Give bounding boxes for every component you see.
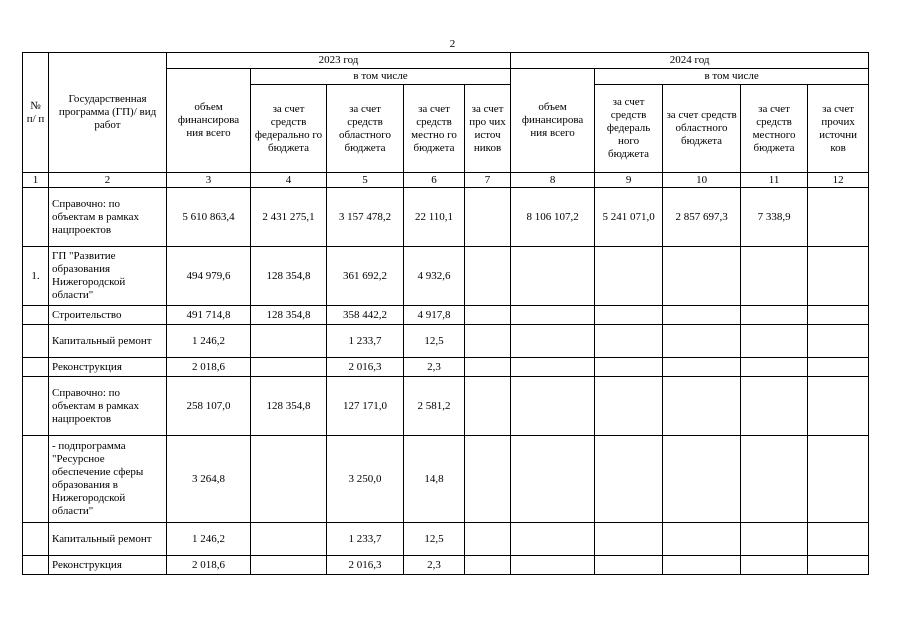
row-name-cell: - подпрограмма "Ресурсное обеспечение сферы образования в Нижегородской области"	[49, 436, 167, 523]
column-index: 11	[741, 173, 808, 188]
column-index: 12	[808, 173, 869, 188]
row-number-cell: 1.	[23, 247, 49, 306]
column-index: 1	[23, 173, 49, 188]
value-cell: 2,3	[404, 556, 465, 575]
value-cell: 2 018,6	[167, 556, 251, 575]
value-cell	[251, 523, 327, 556]
value-cell	[595, 523, 663, 556]
value-cell: 128 354,8	[251, 377, 327, 436]
value-cell	[663, 306, 741, 325]
header-row-years	[23, 53, 869, 69]
value-cell	[808, 556, 869, 575]
row-name-cell: Реконструкция	[49, 358, 167, 377]
value-cell	[663, 325, 741, 358]
value-cell: 1 233,7	[327, 523, 404, 556]
column-index-row	[23, 173, 869, 188]
row-number-cell	[23, 188, 49, 247]
value-cell	[595, 556, 663, 575]
header-2023-local: за счет средств местно го бюджета	[404, 85, 465, 173]
value-cell: 1 246,2	[167, 523, 251, 556]
value-cell	[808, 306, 869, 325]
value-cell: 8 106 107,2	[511, 188, 595, 247]
value-cell	[511, 523, 595, 556]
header-col-program: Государственная программа (ГП)/ вид работ	[49, 53, 167, 173]
value-cell	[741, 247, 808, 306]
value-cell	[511, 247, 595, 306]
row-name-cell: Справочно: по объектам в рамках нацпроектов	[49, 188, 167, 247]
row-name-cell: Капитальный ремонт	[49, 523, 167, 556]
column-index: 8	[511, 173, 595, 188]
row-number-cell	[23, 358, 49, 377]
value-cell	[465, 523, 511, 556]
financing-table	[22, 52, 869, 575]
value-cell: 2,3	[404, 358, 465, 377]
value-cell	[595, 358, 663, 377]
value-cell	[741, 358, 808, 377]
header-2023-total: объем финансирова ния всего	[167, 69, 251, 173]
header-2024-other: за счет прочих источни ков	[808, 85, 869, 173]
table-row	[23, 436, 869, 523]
value-cell: 2 016,3	[327, 358, 404, 377]
value-cell	[741, 523, 808, 556]
value-cell	[808, 325, 869, 358]
header-2024-federal: за счет средств федераль ного бюджета	[595, 85, 663, 173]
value-cell	[511, 306, 595, 325]
row-name-cell: Капитальный ремонт	[49, 325, 167, 358]
header-col-num: № п/ п	[23, 53, 49, 173]
value-cell	[251, 325, 327, 358]
header-year-2023: 2023 год	[167, 53, 511, 69]
value-cell: 2 018,6	[167, 358, 251, 377]
value-cell	[808, 247, 869, 306]
table-row	[23, 523, 869, 556]
value-cell: 491 714,8	[167, 306, 251, 325]
column-index: 7	[465, 173, 511, 188]
table-row	[23, 325, 869, 358]
table-row	[23, 247, 869, 306]
header-year-2024: 2024 год	[511, 53, 869, 69]
value-cell	[663, 436, 741, 523]
value-cell	[251, 556, 327, 575]
row-name-cell: ГП "Развитие образования Нижегородской области"	[49, 247, 167, 306]
value-cell	[741, 556, 808, 575]
value-cell: 12,5	[404, 325, 465, 358]
value-cell: 3 264,8	[167, 436, 251, 523]
value-cell: 2 581,2	[404, 377, 465, 436]
value-cell: 358 442,2	[327, 306, 404, 325]
value-cell: 3 250,0	[327, 436, 404, 523]
table-row	[23, 306, 869, 325]
value-cell: 4 932,6	[404, 247, 465, 306]
value-cell: 2 857 697,3	[663, 188, 741, 247]
header-2023-including: в том числе	[251, 69, 511, 85]
value-cell	[465, 556, 511, 575]
table-body	[23, 188, 869, 575]
value-cell	[465, 325, 511, 358]
value-cell	[741, 306, 808, 325]
value-cell: 7 338,9	[741, 188, 808, 247]
value-cell	[808, 358, 869, 377]
value-cell	[663, 358, 741, 377]
value-cell	[741, 325, 808, 358]
value-cell	[595, 377, 663, 436]
value-cell: 2 016,3	[327, 556, 404, 575]
row-number-cell	[23, 377, 49, 436]
column-index: 4	[251, 173, 327, 188]
value-cell	[595, 306, 663, 325]
value-cell	[465, 377, 511, 436]
page-number: 2	[449, 38, 456, 50]
value-cell	[511, 377, 595, 436]
value-cell	[465, 358, 511, 377]
value-cell: 5 610 863,4	[167, 188, 251, 247]
table-row	[23, 377, 869, 436]
column-index: 9	[595, 173, 663, 188]
value-cell: 14,8	[404, 436, 465, 523]
value-cell	[465, 247, 511, 306]
column-index: 3	[167, 173, 251, 188]
row-number-cell	[23, 306, 49, 325]
header-2023-other: за счет про чих источ ников	[465, 85, 511, 173]
value-cell: 1 233,7	[327, 325, 404, 358]
column-index: 2	[49, 173, 167, 188]
header-2024-total: объем финансирова ния всего	[511, 69, 595, 173]
value-cell	[663, 247, 741, 306]
value-cell: 494 979,6	[167, 247, 251, 306]
value-cell: 12,5	[404, 523, 465, 556]
value-cell: 128 354,8	[251, 247, 327, 306]
header-2023-regional: за счет средств областного бюджета	[327, 85, 404, 173]
value-cell	[663, 556, 741, 575]
value-cell: 361 692,2	[327, 247, 404, 306]
value-cell: 128 354,8	[251, 306, 327, 325]
value-cell	[741, 436, 808, 523]
value-cell: 5 241 071,0	[595, 188, 663, 247]
row-number-cell	[23, 436, 49, 523]
table-row	[23, 358, 869, 377]
value-cell	[465, 306, 511, 325]
value-cell	[465, 436, 511, 523]
row-number-cell	[23, 556, 49, 575]
value-cell	[808, 188, 869, 247]
value-cell	[808, 523, 869, 556]
value-cell	[465, 188, 511, 247]
row-name-cell: Реконструкция	[49, 556, 167, 575]
header-2024-regional: за счет средств областного бюджета	[663, 85, 741, 173]
value-cell	[595, 325, 663, 358]
value-cell	[511, 436, 595, 523]
value-cell	[808, 377, 869, 436]
row-name-cell: Строительство	[49, 306, 167, 325]
value-cell: 3 157 478,2	[327, 188, 404, 247]
value-cell	[511, 556, 595, 575]
column-index: 6	[404, 173, 465, 188]
value-cell	[663, 377, 741, 436]
value-cell: 4 917,8	[404, 306, 465, 325]
header-2023-federal: за счет средств федерально го бюджета	[251, 85, 327, 173]
value-cell: 2 431 275,1	[251, 188, 327, 247]
value-cell	[808, 436, 869, 523]
value-cell	[595, 247, 663, 306]
value-cell: 127 171,0	[327, 377, 404, 436]
value-cell: 258 107,0	[167, 377, 251, 436]
row-number-cell	[23, 325, 49, 358]
value-cell	[663, 523, 741, 556]
row-name-cell: Справочно: по объектам в рамках нацпроектов	[49, 377, 167, 436]
value-cell	[741, 377, 808, 436]
value-cell	[595, 436, 663, 523]
table-row	[23, 188, 869, 247]
row-number-cell	[23, 523, 49, 556]
value-cell: 1 246,2	[167, 325, 251, 358]
table-row	[23, 556, 869, 575]
header-2024-including: в том числе	[595, 69, 869, 85]
value-cell	[251, 358, 327, 377]
value-cell: 22 110,1	[404, 188, 465, 247]
column-index: 5	[327, 173, 404, 188]
header-2024-local: за счет средств местного бюджета	[741, 85, 808, 173]
value-cell	[511, 358, 595, 377]
column-index: 10	[663, 173, 741, 188]
value-cell	[251, 436, 327, 523]
value-cell	[511, 325, 595, 358]
